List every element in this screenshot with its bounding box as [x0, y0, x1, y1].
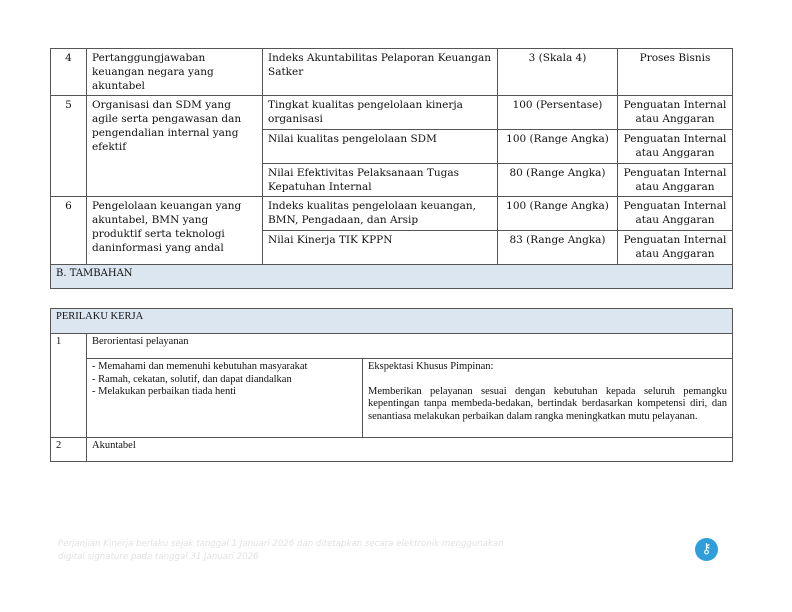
- target-cell: 80 (Range Angka): [498, 164, 618, 197]
- list-item: - Ramah, cekatan, solutif, dan dapat diandalkan: [92, 373, 292, 385]
- table-row: [51, 197, 733, 231]
- row-number: 2: [51, 438, 87, 462]
- indikator-cell: Nilai kualitas pengelolaan SDM: [263, 130, 498, 164]
- expectation-cell: [363, 359, 733, 438]
- target-cell: 100 (Persentase): [498, 96, 618, 130]
- keterangan-cell: Penguatan Internal atau Anggaran: [618, 130, 733, 164]
- sasaran-cell: Organisasi dan SDM yang agile serta pengawasan dan pengendalian internal yang efektif: [87, 96, 263, 197]
- behavior-title: Berorientasi pelayanan: [87, 334, 733, 359]
- sasaran-cell: Pengelolaan keuangan yang akuntabel, BMN yang produktif serta teknologi daninformasi yang andal: [87, 197, 263, 265]
- table-row: [51, 438, 733, 462]
- target-table: [50, 48, 733, 289]
- target-cell: 100 (Range Angka): [498, 130, 618, 164]
- keterangan-cell: Penguatan Internal atau Anggaran: [618, 231, 733, 265]
- key-logo-icon: ⚷: [695, 538, 718, 561]
- row-number: 6: [51, 197, 87, 265]
- table-row: [51, 334, 733, 359]
- tambahan-row: [51, 265, 733, 289]
- keterangan-cell: Penguatan Internal atau Anggaran: [618, 197, 733, 231]
- keterangan-cell: Penguatan Internal atau Anggaran: [618, 164, 733, 197]
- table-row: [51, 359, 733, 438]
- target-cell: 100 (Range Angka): [498, 197, 618, 231]
- sasaran-cell: Pertanggungjawaban keuangan negara yang akuntabel: [87, 49, 263, 96]
- indikator-cell: Nilai Kinerja TIK KPPN: [263, 231, 498, 265]
- expectation-label: Ekspektasi Khusus Pimpinan:: [368, 361, 494, 372]
- indikator-cell: Indeks Akuntabilitas Pelaporan Keuangan Satker: [263, 49, 498, 96]
- indikator-cell: Tingkat kualitas pengelolaan kinerja organisasi: [263, 96, 498, 130]
- indikator-cell: Nilai Efektivitas Pelaksanaan Tugas Kepatuhan Internal: [263, 164, 498, 197]
- perilaku-kerja-table: [50, 308, 733, 462]
- row-number: 4: [51, 49, 87, 96]
- list-item: - Memahami dan memenuhi kebutuhan masyarakat: [92, 361, 308, 372]
- section-header: PERILAKU KERJA: [51, 309, 733, 334]
- table-row: [51, 96, 733, 130]
- behavior-title: Akuntabel: [87, 438, 733, 462]
- section-header: B. TAMBAHAN: [51, 265, 733, 289]
- footer-line: Perjanjian Kinerja berlaku sejak tanggal 1 Januari 2026 dan ditetapkan secara elektronik menggunakan: [58, 539, 504, 549]
- keterangan-cell: Proses Bisnis: [618, 49, 733, 96]
- target-cell: 83 (Range Angka): [498, 231, 618, 265]
- row-number: 5: [51, 96, 87, 197]
- table-row: [51, 49, 733, 96]
- list-item: - Melakukan perbaikan tiada henti: [92, 386, 237, 397]
- keterangan-cell: Penguatan Internal atau Anggaran: [618, 96, 733, 130]
- footer-note: [58, 538, 504, 564]
- indikator-cell: Indeks kualitas pengelolaan keuangan, BMN, Pengadaan, dan Arsip: [263, 197, 498, 231]
- footer-line: digital signature pada tanggal 31 Januari 2026: [58, 552, 259, 562]
- target-cell: 3 (Skala 4): [498, 49, 618, 96]
- behavior-points: [87, 359, 363, 438]
- row-number: 1: [51, 334, 87, 438]
- expectation-text: Memberikan pelayanan sesuai dengan kebutuhan kepada seluruh pemangku kepentingan tanpa membeda-bedakan, bertindak berdasarkan kompetensi diri, dan senantiasa melakukan perbaikan dalam rangka meningkatkan mutu pelayanan.: [368, 385, 728, 422]
